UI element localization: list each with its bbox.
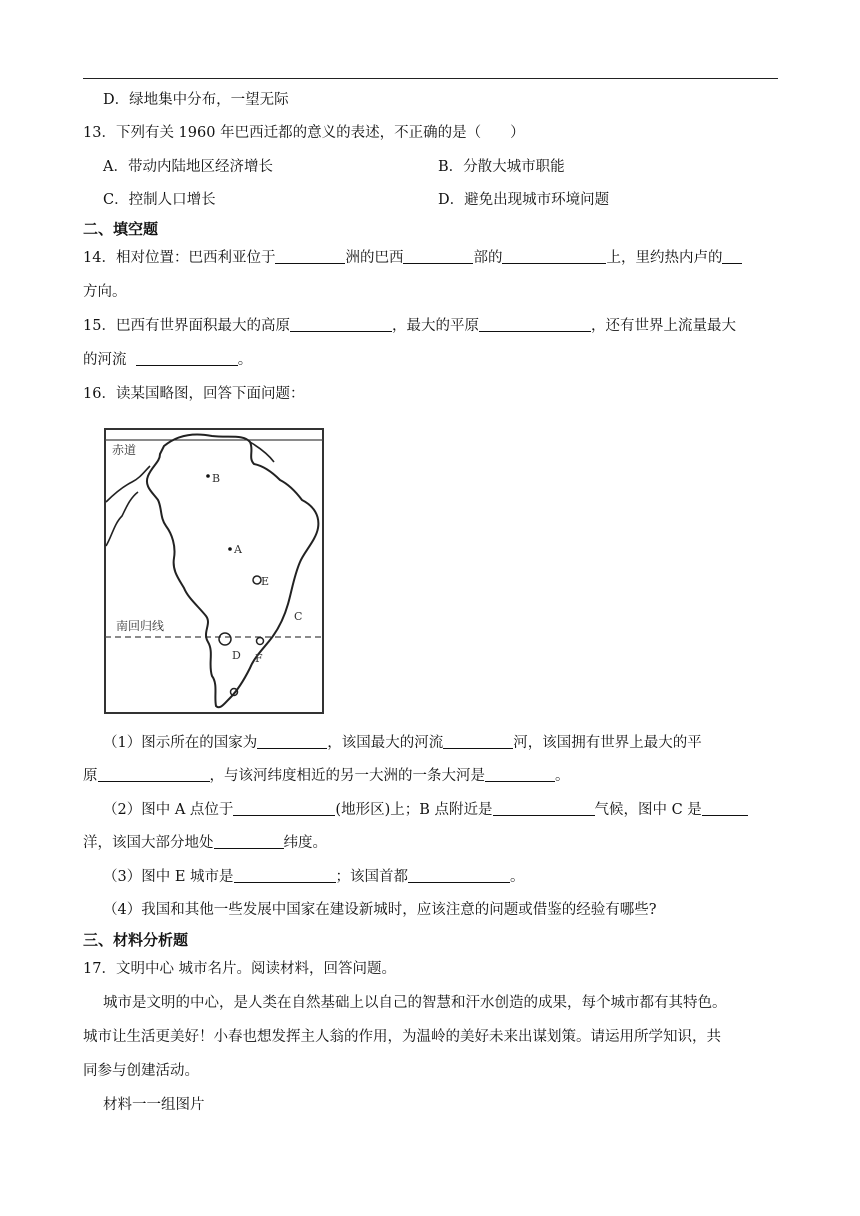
q13-option-d: D．避免出现城市环境问题: [438, 192, 610, 208]
label-c: C: [294, 610, 303, 623]
q14-blank-2[interactable]: [403, 249, 473, 264]
q12-option-d: D．绿地集中分布，一望无际: [103, 92, 289, 108]
label-e: E: [261, 575, 270, 588]
q16-4: （4）我国和其他一些发展中国家在建设新城时，应该注意的问题或借鉴的经验有哪些?: [103, 902, 657, 918]
point-a: [228, 547, 232, 551]
q16-1-text-5: ，与该河纬度相近的另一大洲的一条大河是: [209, 768, 485, 784]
q16-1-blank-3[interactable]: [98, 767, 210, 782]
q14-blank-1[interactable]: [275, 249, 345, 264]
q16-3-blank-1[interactable]: [234, 868, 336, 883]
q15-line-2: [83, 350, 252, 370]
q16-2-text-3: 气候，图中 C 是: [594, 802, 702, 818]
point-b: [206, 474, 210, 478]
q17-stem: 17．文明中心 城市名片。阅读材料，回答问题。: [83, 961, 397, 977]
q16-2-blank-3[interactable]: [702, 801, 748, 816]
country-map: [104, 428, 324, 714]
q16-1-text-4: 原: [83, 768, 98, 784]
q15-text-3: ，还有世界上流量最大: [590, 318, 736, 334]
q16-1-text-3: 河，该国拥有世界上最大的平: [513, 735, 702, 751]
q16-3-line: [103, 867, 525, 887]
q14-blank-3[interactable]: [502, 249, 606, 264]
q17-para-2: 城市让生活更美好！小春也想发挥主人翁的作用，为温岭的美好未来出谋划策。请运用所学知识，共: [83, 1029, 721, 1045]
q15-text-5: 。: [237, 352, 253, 368]
label-d: D: [232, 649, 241, 662]
q16-1-blank-2[interactable]: [443, 734, 513, 749]
q15-text-4: 的河流: [83, 352, 127, 368]
q15-blank-1[interactable]: [290, 317, 392, 332]
q16-2-text-4: 洋，该国大部分地处: [83, 835, 214, 851]
q15-text-2: ，最大的平原: [391, 318, 479, 334]
q17-para-3: 同参与创建活动。: [83, 1063, 199, 1079]
label-b: B: [212, 472, 221, 485]
q15-blank-2[interactable]: [479, 317, 591, 332]
label-f: F: [255, 652, 263, 665]
q16-2-line-2: [83, 833, 327, 853]
q14-blank-4[interactable]: [722, 249, 742, 264]
q16-3-text-3: 。: [510, 869, 525, 885]
header-rule: [83, 78, 778, 79]
q14-text-2: 洲的巴西: [345, 250, 404, 266]
q16-1-text-2: ，该国最大的河流: [327, 735, 444, 751]
q14-text-3: 部的: [473, 250, 503, 266]
q16-2-text-5: 纬度。: [283, 835, 327, 851]
q13-option-a: A．带动内陆地区经济增长: [103, 159, 273, 175]
q15-line-1: [83, 316, 736, 336]
q16-1-text-1: （1）图示所在的国家为: [103, 735, 258, 751]
q15-blank-3[interactable]: [136, 351, 238, 366]
q16-3-text-1: （3）图中 E 城市是: [103, 869, 234, 885]
q16-2-blank-2[interactable]: [493, 801, 595, 816]
q16-1-line-2: [83, 766, 570, 786]
q17-material: 材料一一组图片: [103, 1097, 205, 1113]
q15-text-1: 15．巴西有世界面积最大的高原: [83, 318, 290, 334]
q16-1-line-1: [103, 733, 702, 753]
q16-2-blank-1[interactable]: [233, 801, 335, 816]
label-tropic: 南回归线: [116, 619, 165, 633]
q17-para-1: 城市是文明的中心，是人类在自然基础上以自己的智慧和汗水创造的成果，每个城市都有其特色。: [103, 995, 727, 1011]
q16-stem: 16．读某国略图，回答下面问题：: [83, 386, 305, 402]
section-2-title: 二、填空题: [83, 220, 159, 238]
q14-text-1: 14．相对位置：巴西利亚位于: [83, 250, 276, 266]
q16-2-blank-4[interactable]: [214, 834, 284, 849]
q16-2-text-1: （2）图中 A 点位于: [103, 802, 234, 818]
q16-1-text-6: 。: [555, 768, 570, 784]
q14-text-4: 上，里约热内卢的: [606, 250, 723, 266]
q16-2-line-1: [103, 800, 748, 820]
q16-2-text-2: (地形区)上；B 点附近是: [335, 802, 493, 818]
q13-stem: 13．下列有关 1960 年巴西迁都的意义的表述，不正确的是（ ）: [83, 125, 525, 141]
q16-3-blank-2[interactable]: [408, 868, 510, 883]
label-equator: 赤道: [112, 443, 137, 457]
label-a: A: [234, 543, 242, 556]
q13-option-b: B．分散大城市职能: [438, 159, 565, 175]
q16-3-text-2: ；该国首都: [335, 869, 409, 885]
q16-1-blank-4[interactable]: [485, 767, 555, 782]
q16-1-blank-1[interactable]: [257, 734, 327, 749]
section-3-title: 三、材料分析题: [83, 931, 189, 949]
q13-option-c: C．控制人口增长: [103, 192, 216, 208]
q14-line-1: [83, 248, 742, 268]
q14-line-2: 方向。: [83, 284, 127, 300]
